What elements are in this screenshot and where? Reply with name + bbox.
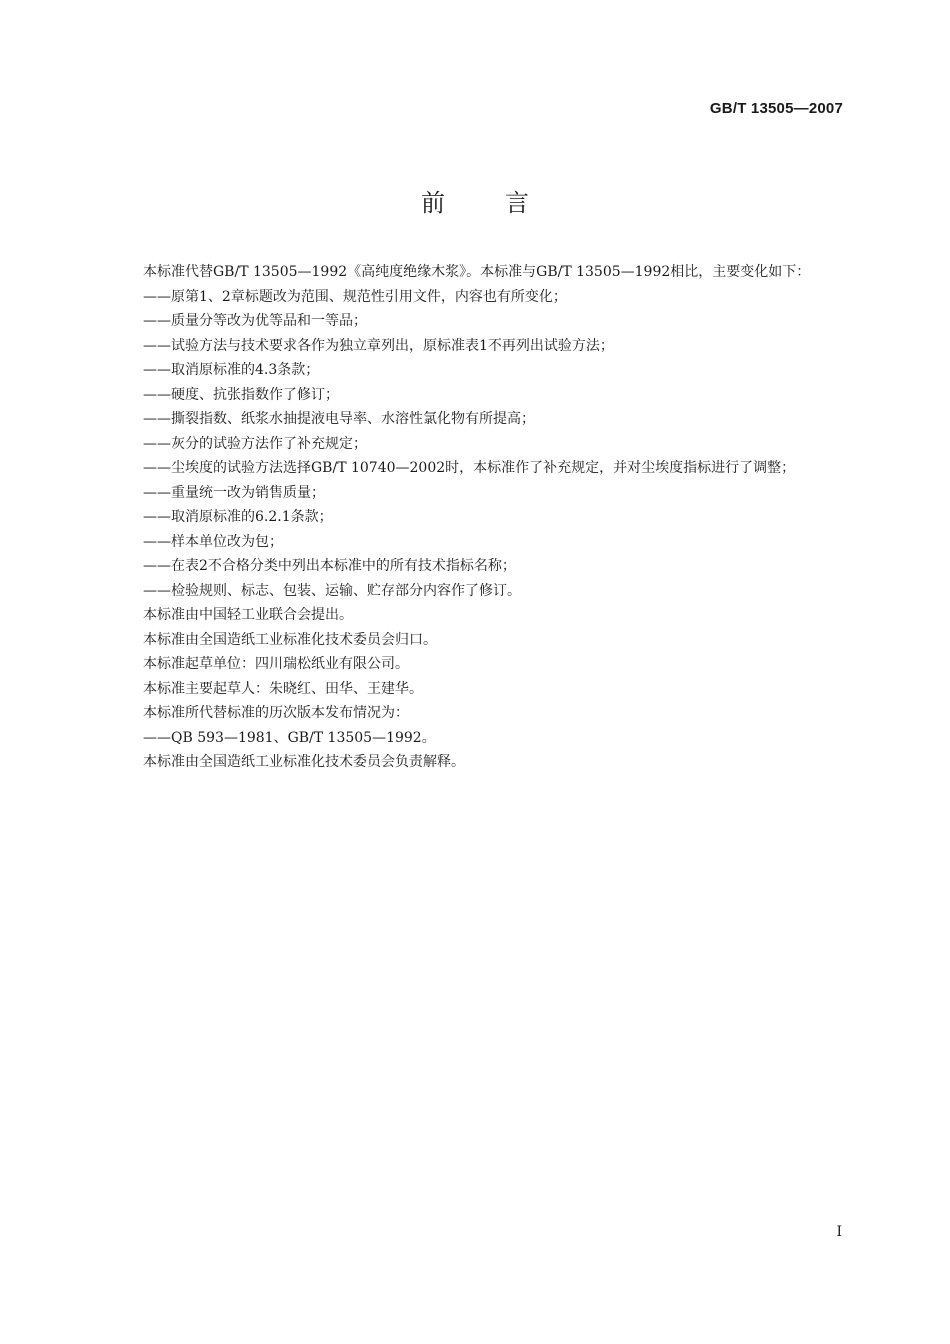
history-intro: 本标准所代替标准的历次版本发布情况为： [143, 705, 409, 721]
change-item: ——试验方法与技术要求各作为独立章列出，原标准表1不再列出试验方法； [143, 337, 614, 354]
history-item: ——QB 593—1981、GB/T 13505—1992。 [143, 729, 436, 746]
change-item: ——重量统一改为销售质量； [143, 484, 325, 501]
change-item: ——尘埃度的试验方法选择GB/T 10740—2002时，本标准作了补充规定，并对尘埃度指标进行了调整； [143, 460, 796, 476]
intro-paragraph: 本标准代替GB/T 13505—1992《高纯度绝缘木浆》。本标准与GB/T 13505—1992相比，主要变化如下： [143, 264, 811, 280]
standard-code: GB/T 13505—2007 [709, 100, 843, 117]
drafters-statement: 本标准主要起草人：朱晓红、田华、王建华。 [143, 680, 423, 697]
proposed-by-statement: 本标准由中国轻工业联合会提出。 [143, 607, 353, 623]
drafting-unit-statement: 本标准起草单位：四川瑞松纸业有限公司。 [143, 656, 409, 672]
change-item: ——检验规则、标志、包装、运输、贮存部分内容作了修订。 [143, 582, 521, 599]
interpretation-statement: 本标准由全国造纸工业标准化技术委员会负责解释。 [143, 754, 465, 770]
change-item: ——灰分的试验方法作了补充规定； [143, 435, 367, 452]
change-item: ——原第1、2章标题改为范围、规范性引用文件，内容也有所变化； [143, 288, 567, 305]
centralized-by-statement: 本标准由全国造纸工业标准化技术委员会归口。 [143, 631, 437, 648]
change-item: ——样本单位改为包； [143, 533, 283, 550]
page-number: I [836, 1224, 842, 1240]
change-item: ——硬度、抗张指数作了修订； [143, 386, 339, 403]
change-item: ——撕裂指数、纸浆水抽提液电导率、水溶性氯化物有所提高； [143, 411, 535, 427]
change-item: ——取消原标准的6.2.1条款； [143, 509, 333, 525]
change-item: ——质量分等改为优等品和一等品； [143, 313, 367, 329]
change-item: ——取消原标准的4.3条款； [143, 362, 320, 378]
change-item: ——在表2不合格分类中列出本标准中的所有技术指标名称； [143, 558, 516, 574]
page-title: 前言 [421, 189, 589, 217]
document-body [108, 260, 844, 775]
